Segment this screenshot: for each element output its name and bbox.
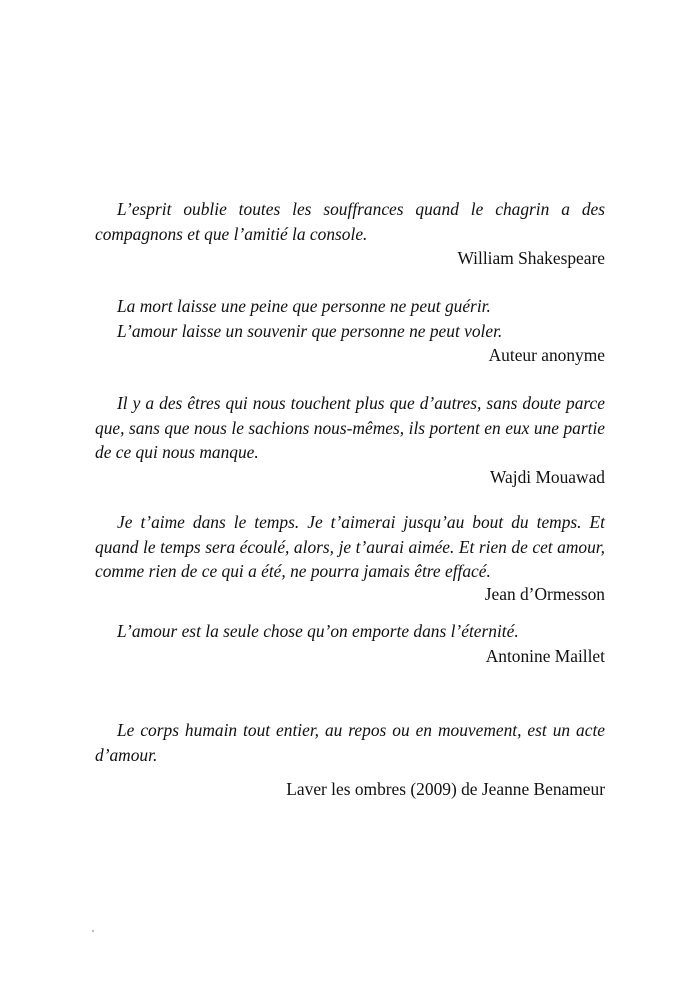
quote-block-mouawad [95, 391, 605, 489]
quote-author: William Shakespeare [457, 248, 605, 268]
quote-text: Le corps humain tout entier, au repos ou en mouvement, est un acte d’amour. [95, 720, 605, 765]
quote-author: Antonine Maillet [485, 645, 605, 666]
quote-block-shakespeare [95, 197, 605, 271]
quote-line: L’amour laisse un souvenir que personne ne peut voler. [117, 320, 503, 341]
quote-author: Auteur anonyme [488, 345, 605, 365]
quote-text: L’esprit oublie toutes les souffrances quand le chagrin a des compagnons et que l’amitié la console. [95, 199, 605, 244]
quote-author: Jean d’Ormesson [484, 583, 605, 604]
page-mark [92, 930, 94, 932]
quote-line: La mort laisse une peine que personne ne peut guérir. [117, 296, 491, 316]
quote-author: Wajdi Mouawad [490, 466, 605, 487]
quote-block-maillet [95, 619, 605, 668]
quote-author: Laver les ombres (2009) de Jeanne Benameur [286, 779, 605, 799]
quote-block-anonyme [95, 294, 605, 368]
quote-text: Il y a des êtres qui nous touchent plus que d’autres, sans doute parce que, sans que nous le sachions nous-mêmes, ils portent en eux une partie de ce qui nous manque. [95, 393, 605, 462]
quote-text: Je t’aime dans le temps. Je t’aimerai jusqu’au bout du temps. Et quand le temps sera écoulé, alors, je t’aurai aimée. Et rien de cet amour, comme rien de ce qui a été, ne pourra jamais être effacé. [95, 512, 605, 581]
quote-block-benameur [95, 718, 605, 802]
quote-text: L’amour est la seule chose qu’on emporte dans l’éternité. [117, 621, 519, 641]
quote-block-ormesson [95, 510, 605, 606]
